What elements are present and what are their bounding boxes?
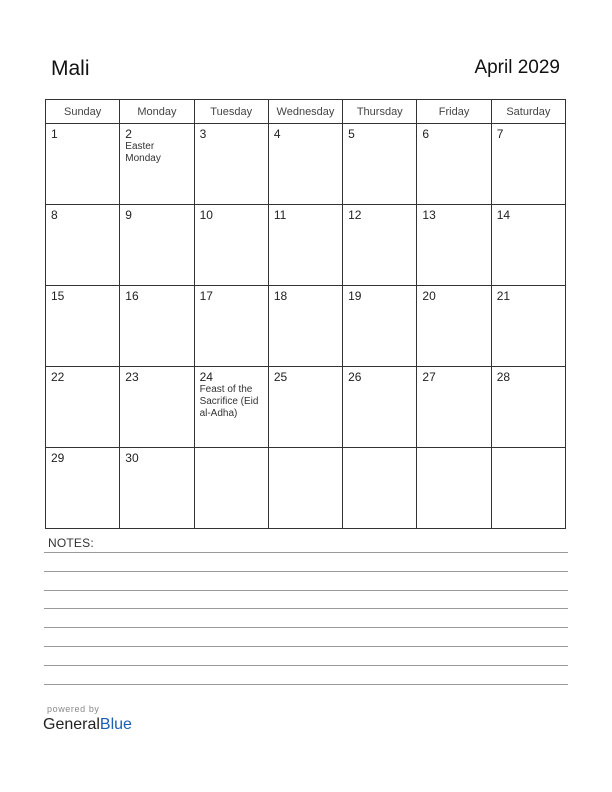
note-line (44, 646, 568, 647)
weekday-header: Thursday (343, 100, 417, 124)
note-line (44, 627, 568, 628)
calendar-grid (45, 99, 566, 529)
calendar-day-cell[interactable] (491, 448, 565, 529)
notes-label: NOTES: (48, 536, 94, 550)
weekday-header: Sunday (46, 100, 120, 124)
day-number: 4 (273, 127, 281, 141)
day-number: 22 (51, 370, 65, 384)
calendar-day-cell[interactable] (120, 205, 194, 286)
weekday-header: Wednesday (268, 100, 342, 124)
calendar-day-cell[interactable] (268, 367, 342, 448)
calendar-day-cell[interactable] (491, 286, 565, 367)
day-number: 13 (422, 208, 436, 222)
calendar-day-cell[interactable] (194, 124, 268, 205)
day-number: 15 (51, 289, 65, 303)
holiday-event: Easter Monday (125, 141, 161, 164)
calendar-day-cell[interactable] (343, 205, 417, 286)
calendar-day-cell[interactable] (343, 124, 417, 205)
calendar-day-cell[interactable] (120, 124, 194, 205)
calendar-day-cell[interactable] (268, 124, 342, 205)
calendar-week-row (46, 124, 566, 205)
day-number: 28 (496, 370, 511, 384)
day-number: 6 (422, 127, 430, 141)
day-number: 5 (348, 127, 355, 141)
calendar-day-cell[interactable] (120, 448, 194, 529)
day-number: 2 (125, 127, 132, 141)
calendar-day-cell[interactable] (268, 448, 342, 529)
calendar-day-cell[interactable] (268, 286, 342, 367)
weekday-header: Monday (120, 100, 194, 124)
calendar-week-row (46, 448, 566, 529)
calendar-day-cell[interactable] (491, 124, 565, 205)
day-number: 17 (199, 289, 213, 303)
calendar-day-cell[interactable] (343, 448, 417, 529)
day-number: 29 (51, 451, 65, 465)
calendar-day-cell[interactable] (46, 286, 120, 367)
day-number: 7 (496, 127, 504, 141)
note-line (44, 665, 568, 666)
weekday-header: Friday (417, 100, 491, 124)
calendar-day-cell[interactable] (268, 205, 342, 286)
calendar-day-cell[interactable] (491, 205, 565, 286)
country-title: Mali (51, 57, 90, 80)
calendar-day-cell[interactable] (194, 286, 268, 367)
day-number: 12 (348, 208, 362, 222)
calendar-day-cell[interactable] (46, 367, 120, 448)
calendar-day-cell[interactable] (46, 124, 120, 205)
calendar-week-row (46, 286, 566, 367)
day-number: 20 (422, 289, 436, 303)
day-number: 10 (199, 208, 213, 222)
note-line (44, 571, 568, 572)
calendar-day-cell[interactable] (46, 205, 120, 286)
day-number: 14 (496, 208, 511, 222)
calendar-day-cell[interactable] (417, 448, 491, 529)
brand-blue: Blue (99, 716, 132, 733)
calendar-day-cell[interactable] (343, 367, 417, 448)
brand-general: General (43, 716, 100, 733)
calendar-day-cell[interactable] (120, 367, 194, 448)
calendar-day-cell[interactable] (417, 286, 491, 367)
day-number: 25 (273, 370, 288, 384)
day-number: 11 (273, 208, 287, 222)
weekday-header-row (46, 100, 566, 124)
holiday-event: Feast of the Sacrifice (Eid al-Adha) (199, 384, 259, 419)
day-number: 21 (496, 289, 511, 303)
day-number: 26 (348, 370, 362, 384)
brand-logo[interactable] (43, 716, 132, 734)
calendar-day-cell[interactable] (194, 367, 268, 448)
note-line (44, 552, 568, 553)
weekday-header: Saturday (491, 100, 565, 124)
calendar-day-cell[interactable] (417, 124, 491, 205)
calendar-day-cell[interactable] (417, 367, 491, 448)
day-number: 19 (348, 289, 362, 303)
calendar-day-cell[interactable] (194, 205, 268, 286)
calendar-day-cell[interactable] (417, 205, 491, 286)
calendar-day-cell[interactable] (120, 286, 194, 367)
day-number: 30 (125, 451, 139, 465)
calendar-week-row (46, 367, 566, 448)
day-number: 23 (125, 370, 139, 384)
weekday-header: Tuesday (194, 100, 268, 124)
note-line (44, 590, 568, 591)
day-number: 8 (51, 208, 58, 222)
calendar-day-cell[interactable] (343, 286, 417, 367)
note-line (44, 684, 568, 685)
day-number: 27 (422, 370, 436, 384)
day-number: 18 (273, 289, 288, 303)
day-number: 24 (199, 370, 213, 384)
calendar-day-cell[interactable] (46, 448, 120, 529)
month-year-title: April 2029 (474, 57, 560, 78)
day-number: 16 (125, 289, 139, 303)
day-number: 3 (199, 127, 207, 141)
calendar-day-cell[interactable] (194, 448, 268, 529)
powered-by-text: powered by (47, 704, 100, 714)
calendar-day-cell[interactable] (491, 367, 565, 448)
note-line (44, 608, 568, 609)
calendar-week-row (46, 205, 566, 286)
day-number: 1 (51, 127, 58, 141)
day-number: 9 (125, 208, 132, 222)
